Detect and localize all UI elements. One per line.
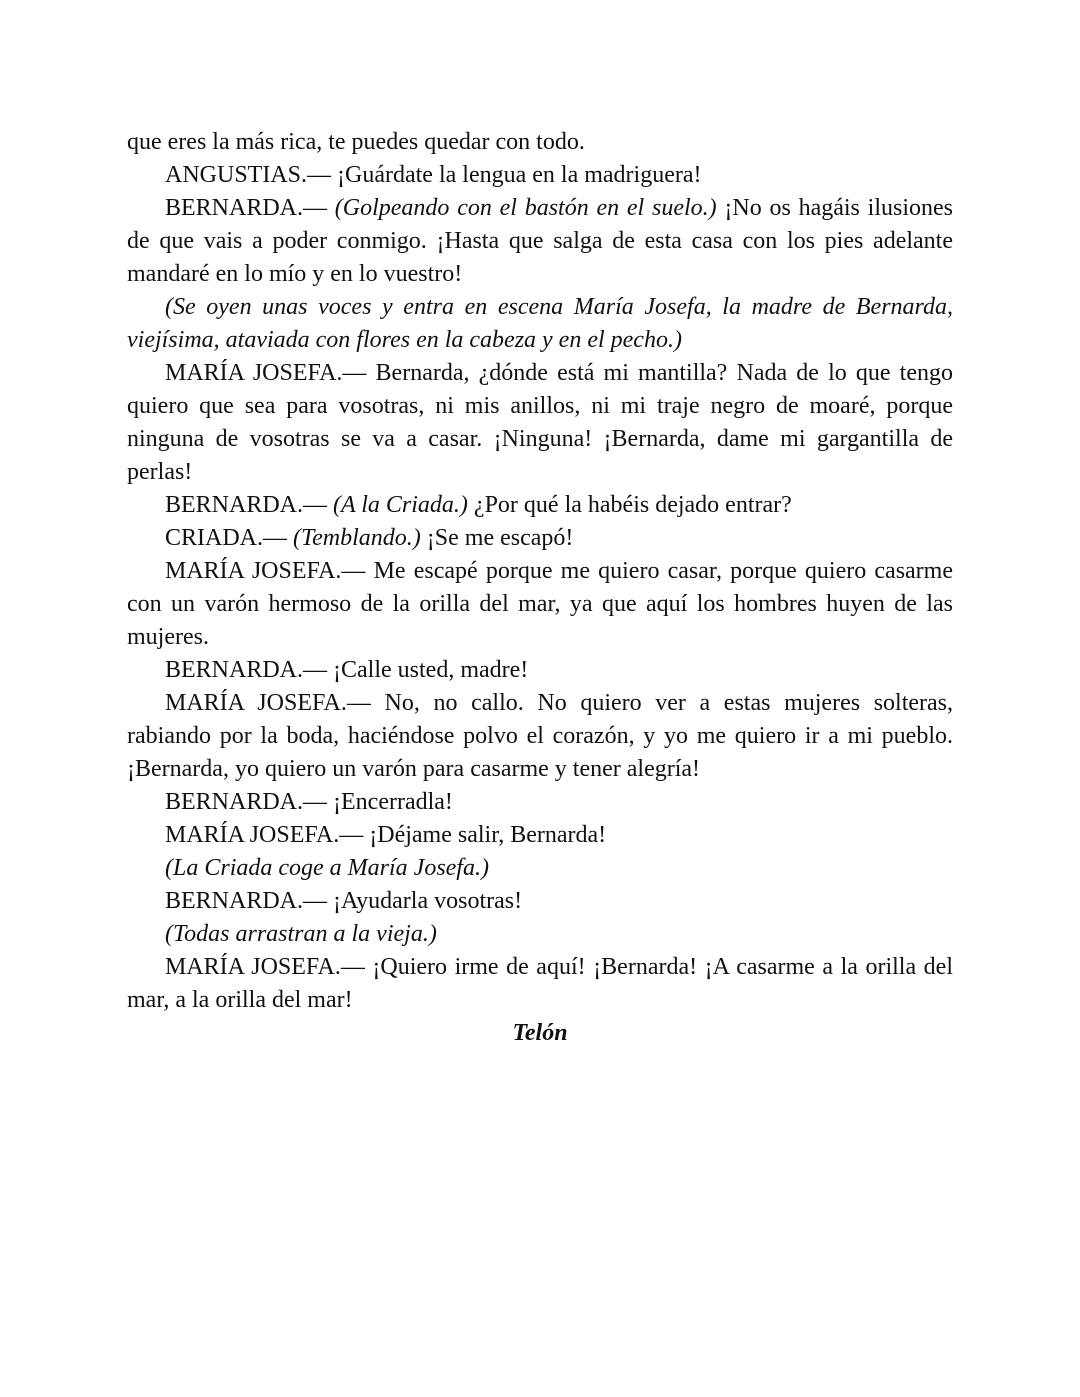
dialogue-text: ¿Por qué la habéis dejado entrar? [467,492,792,518]
stage-direction: (La Criada coge a María Josefa.) [165,855,489,881]
dialogue-text: BERNARDA.— [165,195,335,221]
dialogue-text: que eres la más rica, te puedes quedar con todo. [127,129,585,155]
dialogue-text: MARÍA JOSEFA.— Me escapé porque me quiero casar, porque quiero casarme con un varón hermoso de la orilla del mar, ya que aquí los hombres huyen de las mujeres. [127,558,953,650]
paragraph [127,885,953,918]
dialogue-text: CRIADA.— [165,525,294,551]
paragraph [127,786,953,819]
paragraph [127,489,953,522]
paragraph [127,687,953,786]
dialogue-text: MARÍA JOSEFA.— Bernarda, ¿dónde está mi mantilla? Nada de lo que tengo quiero que sea para vosotras, ni mis anillos, ni mi traje negro de moaré, porque ninguna de vosotras se va a casar. ¡Ninguna! ¡Bernarda, dame mi gargantilla de perlas! [127,360,953,485]
paragraph [127,159,953,192]
dialogue-text: MARÍA JOSEFA.— ¡Déjame salir, Bernarda! [165,822,607,848]
dialogue-text: BERNARDA.— ¡Calle usted, madre! [165,657,529,683]
dialogue-text: BERNARDA.— [165,492,334,518]
stage-direction: (Temblando.) [293,525,421,551]
dialogue-text: MARÍA JOSEFA.— No, no callo. No quiero ver a estas mujeres solteras, rabiando por la boda, haciéndose polvo el corazón, y yo me quiero ir a mi pueblo. ¡Bernarda, yo quiero un varón para casarme y tener alegría! [127,690,953,782]
paragraph [127,555,953,654]
play-text [127,126,953,1017]
dialogue-text: BERNARDA.— ¡Encerradla! [165,789,453,815]
paragraph [127,522,953,555]
document-page [127,126,953,1050]
paragraph [127,918,953,951]
paragraph [127,126,953,159]
paragraph [127,654,953,687]
paragraph [127,291,953,357]
dialogue-text: BERNARDA.— ¡Ayudarla vosotras! [165,888,523,914]
stage-direction: (Todas arrastran a la vieja.) [165,921,437,947]
paragraph [127,192,953,291]
stage-direction: (A la Criada.) [333,492,468,518]
stage-direction: (Golpeando con el bastón en el suelo.) [334,195,717,221]
dialogue-text: MARÍA JOSEFA.— ¡Quiero irme de aquí! ¡Bernarda! ¡A casarme a la orilla del mar, a la orilla del mar! [127,954,953,1013]
paragraph [127,819,953,852]
paragraph [127,357,953,489]
paragraph [127,951,953,1017]
dialogue-text: ANGUSTIAS.— ¡Guárdate la lengua en la madriguera! [165,162,702,188]
stage-direction: (Se oyen unas voces y entra en escena María Josefa, la madre de Bernarda, viejísima, ataviada con flores en la cabeza y en el pecho.) [127,294,953,353]
dialogue-text: ¡Se me escapó! [420,525,574,551]
curtain-heading: Telón [512,1020,568,1046]
dialogue-text: ¡No os hagáis ilusiones de que vais a poder conmigo. ¡Hasta que salga de esta casa con los pies adelante mandaré en lo mío y en lo vuestro! [127,195,953,287]
paragraph [127,852,953,885]
